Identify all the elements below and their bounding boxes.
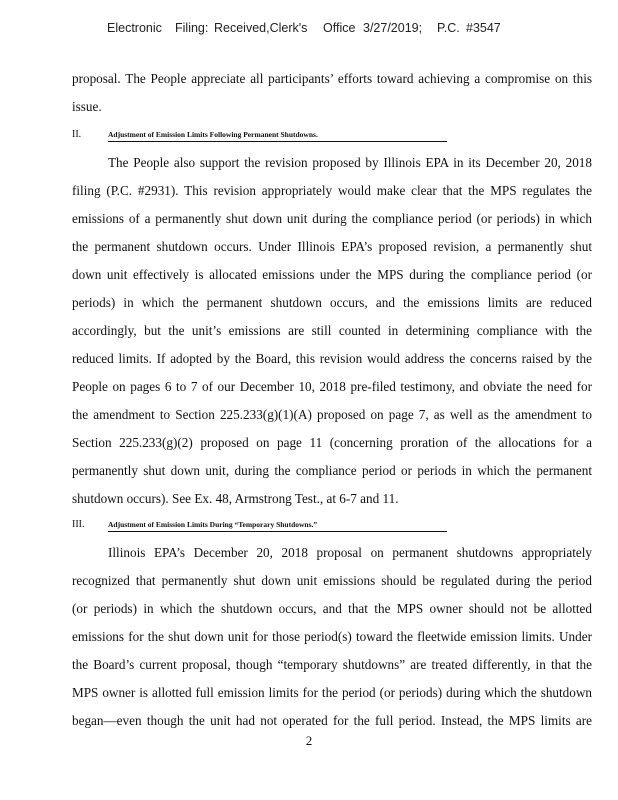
body-line: (or periods) in which the shutdown occurs, and that the MPS owner should not be allotted (72, 601, 592, 616)
header-pc-number: #3547 (466, 21, 501, 35)
page-number: 2 (305, 733, 313, 748)
section-number: II. (72, 129, 82, 140)
body-line: the Board’s current proposal, though “temporary shutdowns” are treated differently, in that the (72, 657, 592, 672)
header-pc: P.C. (437, 21, 460, 35)
body-line: emissions for the shut down unit for those period(s) toward the fleetwide emission limits. Under (72, 629, 592, 644)
header-date: 3/27/2019; (363, 21, 423, 35)
body-line: recognized that permanently shut down unit emissions should be regulated during the period (72, 573, 592, 588)
body-line: MPS owner is allotted full emission limits for the period (or periods) during which the shutdown (72, 685, 592, 700)
body-line: shutdown occurs). See Ex. 48, Armstrong Test., at 6-7 and 11. (72, 491, 399, 506)
body-line: permanently shut down unit, during the compliance period or periods in which the permanent (72, 463, 592, 478)
header-received: Received,Clerk's (214, 21, 308, 35)
body-line: People on pages 6 to 7 of our December 10, 2018 pre-filed testimony, and obviate the need for (72, 379, 592, 394)
section-number: III. (72, 519, 85, 530)
body-line: filing (P.C. #2931). This revision appropriately would make clear that the MPS regulates the (72, 183, 592, 198)
body-line: began—even though the unit had not operated for the full period. Instead, the MPS limits are (72, 713, 592, 728)
body-line: Section 225.233(g)(2) proposed on page 11 (concerning proration of the allocations for a (72, 435, 592, 450)
header-filing: Filing: (175, 21, 209, 35)
section-heading-underline (108, 141, 447, 142)
body-line: the amendment to Section 225.233(g)(1)(A) proposed on page 7, as well as the amendment to (72, 407, 592, 422)
body-line: emissions of a permanently shut down unit during the compliance period (or periods) in which (72, 211, 592, 226)
body-line: proposal. The People appreciate all participants’ efforts toward achieving a compromise on this (72, 71, 592, 86)
body-line: Illinois EPA’s December 20, 2018 proposal on permanent shutdowns appropriately (108, 545, 592, 560)
body-line: reduced limits. If adopted by the Board, this revision would address the concerns raised by the (72, 351, 592, 366)
section-heading-underline (108, 531, 447, 532)
section-heading: Adjustment of Emission Limits Following Permanent Shutdowns. (108, 130, 318, 139)
body-line: The People also support the revision proposed by Illinois EPA in its December 20, 2018 (108, 155, 592, 170)
header-office: Office (323, 21, 356, 35)
body-line: the permanent shutdown occurs. Under Illinois EPA’s proposed revision, a permanently shut (72, 239, 592, 254)
body-line: issue. (72, 99, 102, 114)
body-line: periods) in which the permanent shutdown occurs, and the emissions limits are reduced (72, 295, 592, 310)
section-heading: Adjustment of Emission Limits During “Temporary Shutdowns.” (108, 520, 318, 529)
header-electronic: Electronic (107, 21, 162, 35)
body-line: down unit effectively is allocated emissions under the MPS during the compliance period (or (72, 267, 592, 282)
body-line: accordingly, but the unit’s emissions are still counted in determining compliance with the (72, 323, 592, 338)
filing-header (0, 21, 618, 37)
